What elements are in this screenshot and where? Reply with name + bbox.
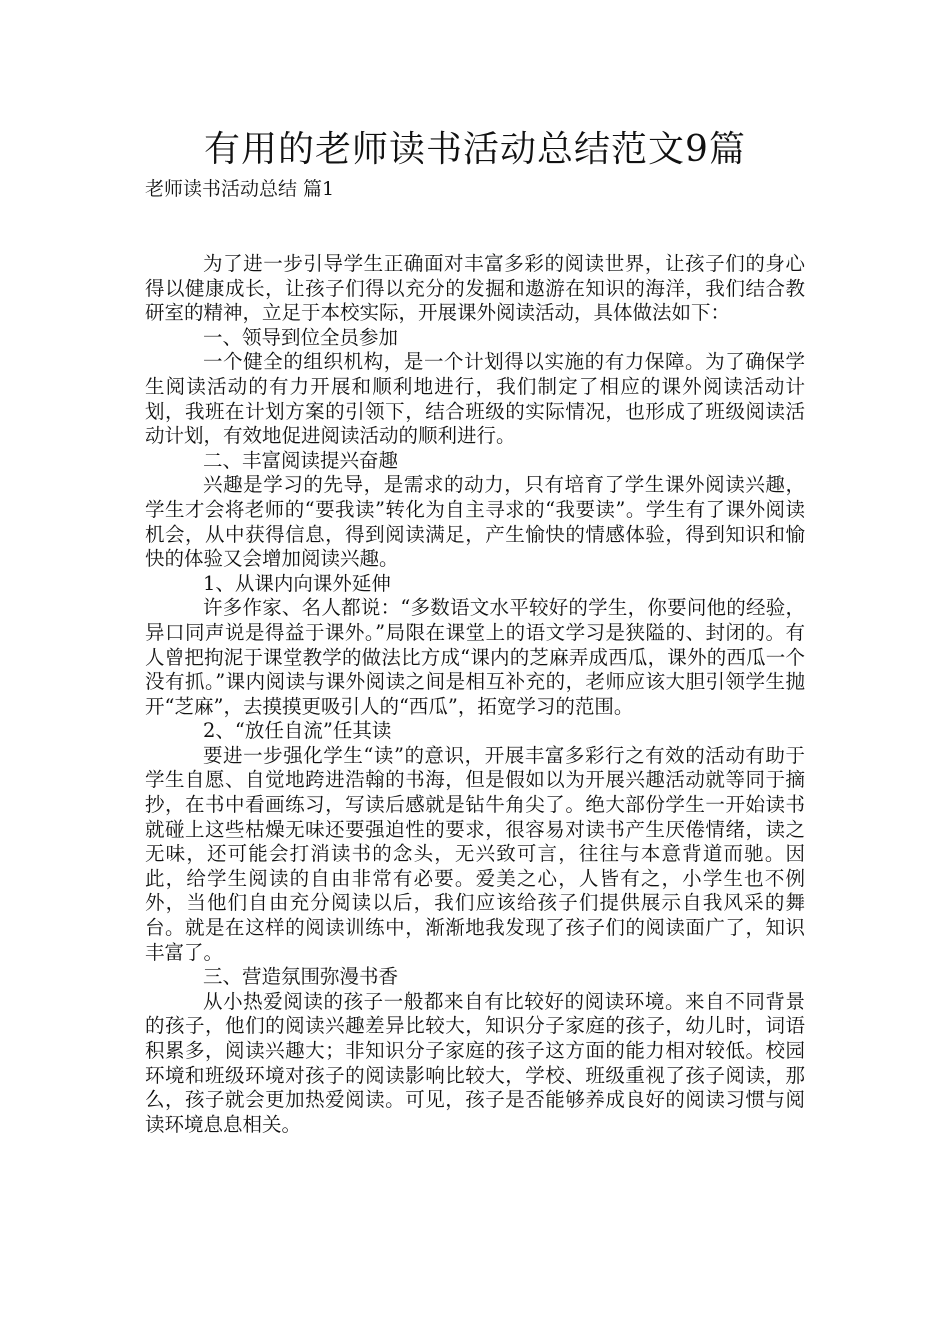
section-heading: 一、领导到位全员参加 [203, 325, 399, 349]
body-paragraph: 一个健全的组织机构，是一个计划得以实施的有力保障。为了确保学生阅读活动的有力开展和顺利地进行，我们制定了相应的课外阅读活动计划，我班在计划方案的引领下，结合班级的实际情况，也形成了班级阅读活动计划，有效地促进阅读活动的顺利进行。 [145, 350, 805, 448]
subsection-heading: 2、“放任自流”任其读 [203, 719, 392, 743]
body-paragraph: 从小热爱阅读的孩子一般都来自有比较好的阅读环境。来自不同背景的孩子，他们的阅读兴趣差异比较大，知识分子家庭的孩子，幼儿时，词语积累多，阅读兴趣大；非知识分子家庭的孩子这方面的能力相对较低。校园环境和班级环境对孩子的阅读影响比较大，学校、班级重视了孩子阅读，那么，孩子就会更加热爱阅读。可见，孩子是否能够养成良好的阅读习惯与阅读环境息息相关。 [145, 989, 805, 1136]
document-page [145, 128, 805, 1137]
body-paragraph: 要进一步强化学生“读”的意识，开展丰富多彩行之有效的活动有助于学生自愿、自觉地跨进浩翰的书海，但是假如以为开展兴趣活动就等同于摘抄，在书中看画练习，写读后感就是钻牛角尖了。绝大部份学生一开始读书就碰上这些枯燥无味还要强迫性的要求，很容易对读书产生厌倦情绪，读之无味，还可能会打消读书的念头，无兴致可言，往往与本意背道而驰。因此，给学生阅读的自由非常有必要。爱美之心，人皆有之，小学生也不例外，当他们自由充分阅读以后，我们应该给孩子们提供展示自我风采的舞台。就是在这样的阅读训练中，渐渐地我发现了孩子们的阅读面广了，知识丰富了。 [145, 743, 805, 964]
body-paragraph: 为了进一步引导学生正确面对丰富多彩的阅读世界，让孩子们的身心得以健康成长，让孩子们得以充分的发掘和遨游在知识的海洋，我们结合教研室的精神，立足于本校实际，开展课外阅读活动，具体做法如下： [145, 252, 805, 325]
document-subtitle: 老师读书活动总结 篇1 [145, 178, 335, 200]
section-heading: 二、丰富阅读提兴奋趣 [203, 448, 399, 472]
document-title: 有用的老师读书活动总结范文9篇 [204, 129, 746, 170]
body-paragraph: 兴趣是学习的先导，是需求的动力，只有培育了学生课外阅读兴趣，学生才会将老师的“要我读”转化为自主寻求的“我要读”。学生有了课外阅读机会，从中获得信息，得到阅读满足，产生愉快的情感体验，得到知识和愉快的体验又会增加阅读兴趣。 [145, 473, 805, 571]
subsection-heading: 1、从课内向课外延伸 [203, 571, 391, 595]
section-heading: 三、营造氛围弥漫书香 [203, 965, 399, 989]
body-paragraph: 许多作家、名人都说：“多数语文水平较好的学生，你要问他的经验，异口同声说是得益于课外。”局限在课堂上的语文学习是狭隘的、封闭的。有人曾把拘泥于课堂教学的做法比方成“课内的芝麻弄成西瓜，课外的西瓜一个没有抓。”课内阅读与课外阅读之间是相互补充的，老师应该大胆引领学生抛开“芝麻”，去摸摸更吸引人的“西瓜”，拓宽学习的范围。 [145, 596, 805, 718]
